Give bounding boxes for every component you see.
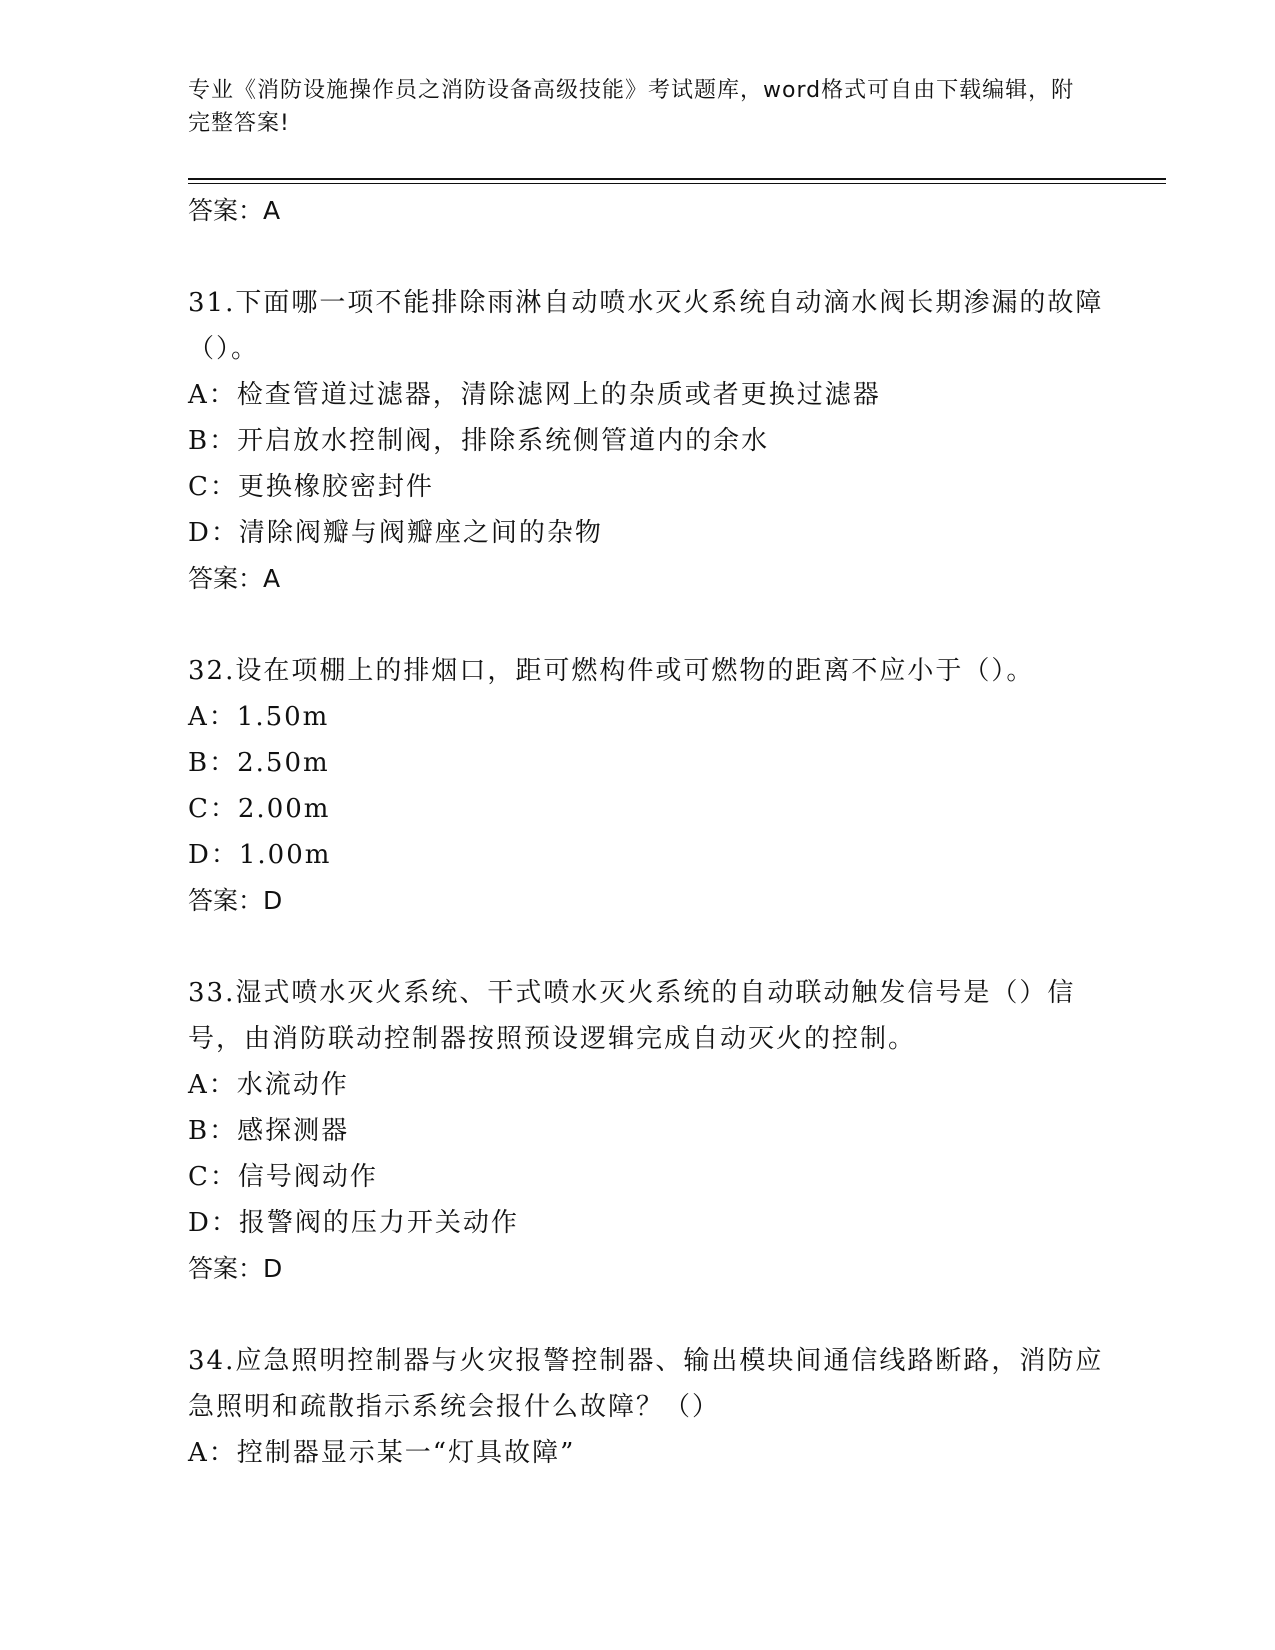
question-32-option-a: A：1.50m	[188, 702, 330, 732]
question-34-stem: 34.应急照明控制器与火灾报警控制器、输出模块间通信线路断路，消防应急照明和疏散指示系统会报什么故障？（）	[188, 1346, 1104, 1422]
question-32-option-d: D：1.00m	[188, 840, 332, 870]
question-31-option-a: A：检查管道过滤器，清除滤网上的杂质或者更换过滤器	[188, 380, 881, 410]
question-32-option-b: B：2.50m	[188, 748, 330, 778]
question-33-stem: 33.湿式喷水灭火系统、干式喷水灭火系统的自动联动触发信号是（）信号，由消防联动控制器按照预设逻辑完成自动灭火的控制。	[188, 978, 1076, 1054]
question-33-option-b: B：感探测器	[188, 1116, 350, 1146]
question-list	[188, 188, 1128, 1476]
header-rule-thick	[188, 178, 1166, 180]
question-33-option-a: A：水流动作	[188, 1070, 349, 1100]
question-31-option-c: C：更换橡胶密封件	[188, 472, 434, 502]
question-33-answer: 答案：D	[188, 1254, 283, 1283]
question-33-option-c: C：信号阀动作	[188, 1162, 378, 1192]
question-34-option-a: A：控制器显示某一“灯具故障”	[188, 1438, 576, 1468]
question-31-stem: 31.下面哪一项不能排除雨淋自动喷水灭火系统自动滴水阀长期渗漏的故障（）。	[188, 288, 1104, 364]
question-32-answer: 答案：D	[188, 886, 283, 915]
question-31-option-b: B：开启放水控制阀，排除系统侧管道内的余水	[188, 426, 770, 456]
question-33-option-d: D：报警阀的压力开关动作	[188, 1208, 519, 1238]
previous-answer: 答案：A	[188, 196, 281, 225]
question-32-stem: 32.设在项棚上的排烟口，距可燃构件或可燃物的距离不应小于（）。	[188, 656, 1035, 686]
header-rule-thin	[188, 183, 1166, 184]
question-31-option-d: D：清除阀瓣与阀瓣座之间的杂物	[188, 518, 603, 548]
question-32-option-c: C：2.00m	[188, 794, 331, 824]
document-header: 专业《消防设施操作员之消防设备高级技能》考试题库，word格式可自由下载编辑，附完整答案!	[188, 78, 1075, 136]
question-31-answer: 答案：A	[188, 564, 281, 593]
